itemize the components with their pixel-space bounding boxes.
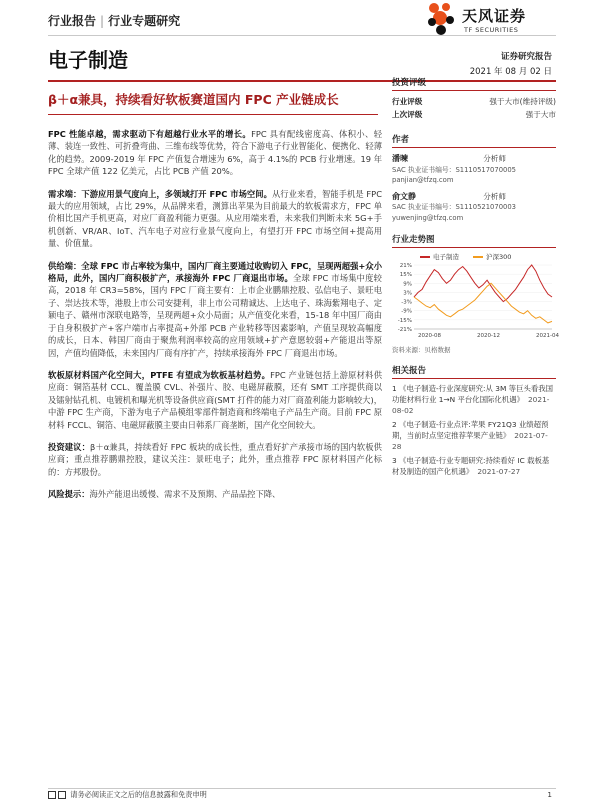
author-entry <box>392 192 556 224</box>
footer-divider <box>48 788 556 789</box>
y-tick-label: -21% <box>397 327 412 333</box>
paragraph-body: β＋α兼具，持续看好 FPC 板块的成长性，重点看好扩产承接市场的国内软板供应商；重点推荐鹏鼎控股，建议关注：景旺电子；此外，重点推荐 FPC 原材料国产化标的：方邦股份。 <box>48 441 382 477</box>
author-email[interactable]: panjian@tfzq.com <box>392 176 454 184</box>
page-number: 1 <box>547 790 552 799</box>
main-body <box>48 128 382 511</box>
rating-value: 强于大市(维持评级) <box>489 97 556 106</box>
x-tick-label: 2020-08 <box>418 333 441 339</box>
paragraph-lead: 供给端：全球 FPC 市占率较为集中，国内厂商主要通过收购切入 FPC，呈现两超强+众小格局，此外，国内厂商积极扩产，承接海外 FPC 厂商退出市场。 <box>48 260 382 284</box>
logo-english: TF SECURITIES <box>464 26 519 34</box>
x-tick-label: 2020-12 <box>477 333 500 339</box>
author-entry <box>392 154 556 186</box>
footer-disclaimer <box>48 790 207 800</box>
paragraph-body: FPC 具有配线密度高、体积小、轻薄、装连一致性、可折叠弯曲、三维布线等优势，符合下游电子行业智能化、便携化、轻薄化的趋势。2009-2019 年 FPC 产值复合增速为 6%，高于 4.1%的 PCB 行业增速。19 年 FPC 全球产值 122 亿美元，占比 PCB 产值 20%。 <box>48 129 383 177</box>
x-tick-label: 2021-04 <box>536 333 559 339</box>
prev-rating-label: 上次评级 <box>392 110 423 119</box>
report-type: 证券研究报告 <box>500 52 552 62</box>
paragraph-lead: 投资建议： <box>48 441 90 452</box>
y-tick-label: -15% <box>397 317 412 324</box>
related-report-date: 2021-07-27 <box>477 467 521 476</box>
y-tick-label: 15% <box>399 272 412 279</box>
paragraph-body: 全球 FPC 市场集中度较高，2018 年 CR3=58%，国内 FPC 厂商主要有：上市企业鹏鼎控股、弘信电子、景旺电子、崇达技术等，港股上市公司安捷利，非上市公司精诚达、上达电子、珠海紫翔电子、定颖电子、赣州市深联电路等，呈现两超+众小局面；从产值变化来看，15-18 年中国厂商由于自身积极扩产+客户端市占率提高+外部 PCB 产业转移等因素影响，产值呈现较高幅度的成长，日本、韩国厂商由于聚焦利润率较高的应用领域+扩产意愿较弱+产能退出等原因，产值均值降低，未来国内厂商有序扩产，持续承接海外 FPC 厂商退出市场。 <box>48 273 382 358</box>
author-cert: SAC 执业证书编号：S1110521070003 <box>392 203 516 211</box>
y-tick-label: -3% <box>401 299 412 306</box>
chart-legend <box>420 252 556 261</box>
prev-rating-value: 强于大市 <box>525 110 556 119</box>
subcategory-label: 行业专题研究 <box>108 14 181 28</box>
author-cert: SAC 执业证书编号：S1110517070005 <box>392 165 516 174</box>
related-reports <box>392 364 556 477</box>
report-category <box>48 12 180 29</box>
category-label: 行业报告 <box>48 14 97 28</box>
paragraph-body: FPC 产业链包括上游原材料供应商：铜箔基材 CCL、覆盖膜 CVL、补强片、胶、电磁屏蔽膜，还有 SMT 工序提供商以及镭射钻孔机、电镀机和曝光机等设备供应商(SMT 打件的能力对厂商盈利能力影响较大)，中游 FPC 生产商，下游为电子产品模组零部件制造商和终端电子产品生产商。目前 FPC 原材料 FCCL、铜箔、电磁屏蔽膜主要由日韩系厂商垄断，国产化空间较大。 <box>48 369 382 430</box>
headline-divider <box>48 114 378 115</box>
paragraph-lead: FPC 性能卓越，需求驱动下有超越行业水平的增长。 <box>48 129 252 139</box>
y-tick-label: 9% <box>403 281 412 288</box>
paragraph-body: 海外产能退出缓慢、需求不及预期、产品品控下降、 <box>89 489 281 500</box>
trend-chart-plot <box>392 261 559 341</box>
y-tick-label: 3% <box>403 290 412 297</box>
paragraph-performance <box>48 128 382 178</box>
related-report-item[interactable] <box>392 419 556 452</box>
sidebar <box>392 76 559 480</box>
author-section-title: 作者 <box>392 133 556 148</box>
legend-item-sector <box>420 252 459 261</box>
author-name: 潘暕 <box>392 154 408 163</box>
rating-section-title: 投资评级 <box>392 76 556 91</box>
section-title: 电子制造 <box>48 48 128 72</box>
qr-code-icon <box>58 791 66 799</box>
related-report-title[interactable]: 1 《电子制造-行业深度研究:从 3M 等巨头看我国功能材料行业 1→N 平台化国际化机遇》 <box>392 384 554 404</box>
author-name: 俞文静 <box>392 191 416 201</box>
paragraph-body: 从行业来看，智能手机是 FPC 最大的应用领域，占比 29%，从品牌来看，测算出苹果为目前最大的软板需求方，FPC 单价相比国产手机更高，对应厂商盈利能力更强。从应用端来看，未来我们判断未来 5G+手机创新、VR/AR、IoT、汽车电子对应行业景气度向上，有望打开 FPC 市场空间+提高用量、价值量。 <box>48 188 382 249</box>
header-divider <box>48 35 556 36</box>
company-logo <box>426 2 558 38</box>
chart-source: 资料来源：贝格数据 <box>392 346 451 354</box>
author-role: 分析师 <box>483 154 506 163</box>
paragraph-risk <box>48 488 382 500</box>
paragraph-lead: 需求端：下游应用景气度向上，多领域打开 FPC 市场空间。 <box>48 188 272 199</box>
author-role: 分析师 <box>483 191 506 201</box>
rating-label: 行业评级 <box>392 97 423 106</box>
legend-label: 沪深300 <box>486 253 512 261</box>
y-tick-label: -9% <box>401 308 412 315</box>
disclaimer-text: 请务必阅读正文之后的信息披露和免责申明 <box>70 790 207 799</box>
paragraph-materials <box>48 369 382 431</box>
prev-rating-row <box>392 108 556 121</box>
chart-title: 行业走势图 <box>392 233 556 248</box>
report-headline: β＋α兼具，持续看好软板赛道国内 FPC 产业链成长 <box>48 92 339 107</box>
trend-chart <box>392 233 559 354</box>
category-separator: | <box>100 14 105 28</box>
paragraph-lead: 风险提示： <box>48 489 90 500</box>
report-date: 2021 年 08 月 02 日 <box>469 67 552 77</box>
author-email[interactable]: yuwenjing@tfzq.com <box>392 213 464 222</box>
legend-item-index <box>473 252 511 261</box>
logo-mark-icon <box>426 2 458 36</box>
paragraph-supply <box>48 260 382 359</box>
related-report-item[interactable] <box>392 455 556 477</box>
rating-row <box>392 95 556 108</box>
paragraph-investment <box>48 441 382 478</box>
related-report-title[interactable]: 3 《电子制造-行业专题研究:持续看好 IC 载板基材及制造的国产化机遇》 <box>392 456 550 476</box>
qr-code-icon <box>48 791 56 799</box>
related-section-title: 相关报告 <box>392 364 556 379</box>
related-report-title[interactable]: 2 《电子制造-行业点评:苹果 FY21Q3 业绩超预期，当前时点坚定推荐苹果产业链》 <box>392 420 549 440</box>
logo-name: 天风证券 <box>462 7 527 25</box>
related-report-date: 2021-07-28 <box>392 431 548 451</box>
related-report-item[interactable] <box>392 383 556 416</box>
y-tick-label: 21% <box>399 263 412 269</box>
related-report-date: 2021-08-02 <box>392 395 550 415</box>
paragraph-lead: 软板原材料国产化空间大，PTFE 有望成为软板基材趋势。 <box>48 369 271 380</box>
legend-label: 电子制造 <box>433 253 459 261</box>
series-line <box>414 283 552 323</box>
paragraph-demand <box>48 188 382 250</box>
